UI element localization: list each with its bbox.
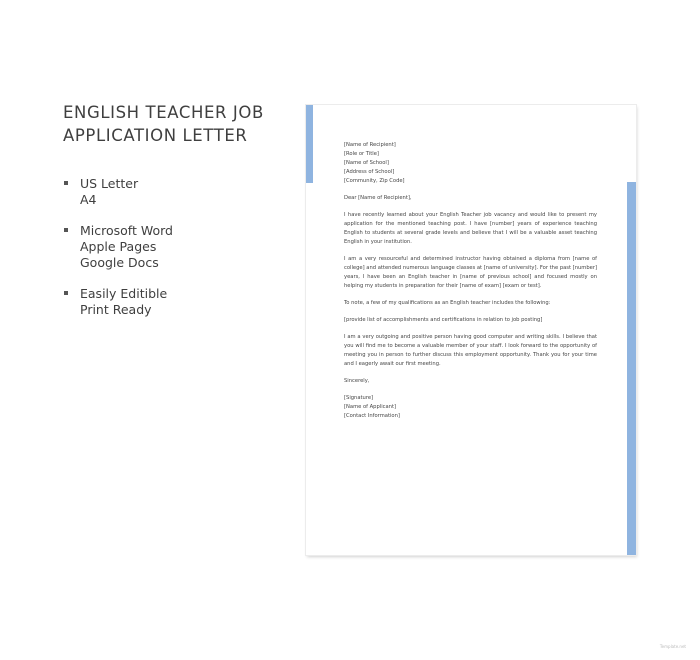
feature-item-editable (63, 286, 173, 318)
feature-line: US Letter (80, 176, 139, 191)
letter-body (344, 141, 597, 429)
feature-line: Apple Pages (80, 239, 157, 254)
signature-line: [Contact Information] (344, 413, 400, 419)
watermark: Template.net (659, 644, 686, 649)
accent-bar-left (306, 105, 313, 183)
feature-line: Google Docs (80, 255, 159, 270)
feature-line: Print Ready (80, 302, 152, 317)
feature-item-formats (63, 176, 173, 208)
address-line: [Role or Title] (344, 151, 379, 157)
closing: Sincerely, (344, 378, 370, 384)
feature-line: A4 (80, 192, 97, 207)
letter-paragraph: I have recently learned about your English Teacher job vacancy and would like to present my application for the mentioned teaching post. I have [number] years of experience teaching English to students at several grade levels and believe that I will be a valuable asset teaching English in your institution. (344, 212, 597, 245)
bullet-icon (64, 181, 68, 185)
signature-block (344, 394, 597, 421)
recipient-address (344, 141, 597, 186)
feature-line: Easily Editible (80, 286, 168, 301)
feature-line: Microsoft Word (80, 223, 173, 238)
accent-bar-right (627, 182, 636, 555)
address-line: [Name of Recipient] (344, 142, 396, 148)
bullet-icon (64, 291, 68, 295)
document-preview (306, 105, 636, 555)
signature-line: [Name of Applicant] (344, 404, 397, 410)
letter-paragraph: I am a very resourceful and determined instructor having obtained a diploma from [name of college] and attended numerous language classes at [name of university]. For the past [number] years, I have been an English teacher in [name of previous school] and focused mostly on helping my students in preparation for their [name of exam] [exam or test]. (344, 256, 597, 289)
feature-list (63, 176, 173, 333)
salutation: Dear [Name of Recipient], (344, 195, 412, 201)
letter-paragraph: I am a very outgoing and positive person having good computer and writing skills. I believe that you will find me to become a valuable member of your staff. I look forward to the opportunity of meeting you in person to further discuss this employment opportunity. Thank you for your time and I eagerly await our first meeting. (344, 334, 597, 367)
letter-paragraph: To note, a few of my qualifications as an English teacher includes the following: (344, 300, 551, 306)
bullet-icon (64, 228, 68, 232)
signature-line: [Signature] (344, 395, 374, 401)
feature-item-apps (63, 223, 173, 271)
letter-paragraph: [provide list of accomplishments and certifications in relation to job posting] (344, 317, 543, 323)
address-line: [Community, Zip Code] (344, 178, 405, 184)
page-title: ENGLISH TEACHER JOB APPLICATION LETTER (63, 103, 264, 145)
address-line: [Address of School] (344, 169, 395, 175)
address-line: [Name of School] (344, 160, 389, 166)
